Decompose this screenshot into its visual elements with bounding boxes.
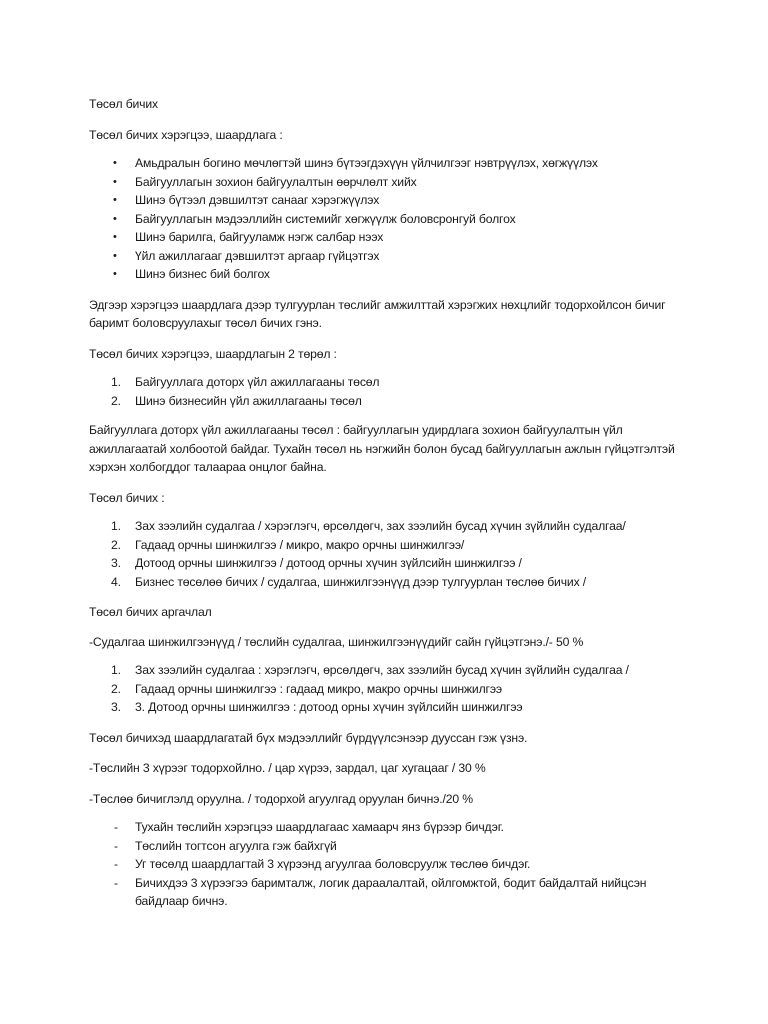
list-item: - Уг төсөлд шаардлагтай 3 хүрээнд агуулгаа боловсруулж төслөө бичдэг. — [89, 855, 679, 874]
bullet-marker: • — [113, 249, 117, 262]
list-item: 3. 3. Дотоод орчны шинжилгээ : дотоод орны хүчин зүйлсийн шинжилгээ — [89, 698, 679, 717]
bullet-marker: • — [113, 157, 117, 169]
dash-marker: - — [114, 857, 118, 871]
list-item: - Бичихдээ 3 хүрээгээ баримталж, логик дараалалтай, ойлгомжтой, бодит байдалтай нийцсэн байдлаар бичнэ. — [114, 875, 647, 908]
types-numbered-list — [89, 373, 679, 410]
list-item: 1. Байгууллага доторх үйл ажиллагааны төсөл — [89, 373, 679, 392]
list-number: 4. — [111, 574, 121, 589]
section-heading-needs: Төсөл бичих хэрэгцээ, шаардлага : — [89, 127, 283, 142]
list-item: • Амьдралын богино мөчлөгтэй шинэ бүтээгдэхүүн үйлчилгээг нэвтрүүлэх, хөгжүүлэх — [89, 154, 679, 173]
needs-paragraph: Эдгээр хэрэгцээ шаардлага дээр тулгуурлан төслийг амжилттай хэрэгжих нөхцлийг тодорхойлсон бичиг баримт боловсруулахыг төсөл бичих гэнэ. — [89, 297, 666, 330]
list-item: • Шинэ барилга, байгууламж нэгж салбар нээх — [89, 228, 679, 247]
list-item: - Тухайн төслийн хэрэгцээ шаардлагаас хамаарч янз бүрээр бичдэг. — [89, 818, 679, 837]
bullet-marker: • — [113, 175, 117, 188]
method-dash-list — [89, 818, 679, 911]
list-item: 2. Гадаад орчны шинжилгээ / микро, макро орчны шинжилгээ/ — [89, 536, 679, 555]
list-item: • Шинэ бүтээл дэвшилтэт санааг хэрэгжүүлэх — [89, 191, 679, 210]
list-number: 2. — [111, 681, 121, 696]
writing-numbered-list — [89, 517, 679, 591]
bullet-marker: • — [113, 268, 117, 280]
dash-marker: - — [114, 820, 118, 834]
bullet-marker: • — [113, 212, 117, 225]
list-number: 2. — [111, 393, 121, 408]
section-heading-method: Төсөл бичих аргачлал — [89, 605, 212, 619]
list-item: • Шинэ бизнес бий болгох — [89, 265, 679, 284]
dash-marker: - — [114, 838, 118, 853]
section-heading-types: Төсөл бичих хэрэгцээ, шаардлагын 2 төрөл : — [89, 346, 337, 361]
section-heading-writing: Төсөл бичих : — [89, 490, 165, 505]
list-item: 4. Бизнес төсөлөө бичих / судалгаа, шинжилгээнүүд дээр тулгуурлан төслөө бичих / — [89, 573, 679, 592]
method-line-research: -Судалгаа шинжилгээнүүд / төслийн судалгаа, шинжилгээнүүдийг сайн гүйцэтгэнэ./- 50 % — [89, 634, 584, 649]
list-number: 3. — [111, 556, 121, 570]
method-numbered-list — [89, 661, 679, 717]
document-title: Төсөл бичих — [89, 97, 158, 111]
list-item: 3. Дотоод орчны шинжилгээ / дотоод орчны хүчин зүйлсийн шинжилгээ / — [89, 554, 679, 573]
list-item: • Үйл ажиллагааг дэвшилтэт аргаар гүйцэтгэх — [89, 247, 679, 266]
bullet-marker: • — [113, 231, 117, 243]
method-line-scope: -Төслийн 3 хүрээг тодорхойлно. / цар хүрээ, зардал, цаг хугацааг / 30 % — [89, 761, 486, 775]
list-item: 2. Шинэ бизнесийн үйл ажиллагааны төсөл — [89, 392, 679, 411]
list-item: - Төслийн тогтсон агуулга гэж байхгүй — [89, 837, 679, 856]
list-item: • Байгууллагын мэдээллийн системийг хөгжүүлж боловсронгуй болгох — [89, 210, 679, 229]
document-page — [89, 95, 679, 911]
list-number: 2. — [111, 537, 121, 552]
list-item: • Байгууллагын зохион байгуулалтын өөрчлөлт хийх — [89, 173, 679, 192]
types-paragraph: Байгууллага доторх үйл ажиллагааны төсөл : байгууллагын удирдлага зохион байгуулалтын үйл ажиллагаатай холбоотой байдаг. Тухайн төсөл нь нэгжийн болон бусад байгууллагын ажлын гүйцэтгэлтэй хэрхэн холбогддог талаараа онцлог байна. — [89, 423, 675, 474]
list-number: 3. — [111, 700, 121, 714]
list-number: 1. — [111, 519, 121, 533]
list-item: 1. Зах зээлийн судалгаа / хэрэглэгч, өрсөлдөгч, зах зээлийн бусад хүчин зүйлийн судалгаа/ — [89, 517, 679, 536]
list-number: 1. — [111, 375, 121, 389]
needs-bullet-list — [89, 154, 679, 284]
list-item: 1. Зах зээлийн судалгаа : хэрэглэгч, өрсөлдөгч, зах зээлийн бусад хүчин зүйлийн судалгаа / — [89, 661, 679, 680]
list-number: 1. — [111, 663, 121, 677]
method-line-writing: -Төслөө бичиглэлд оруулна. / тодорхой агуулгад оруулан бичнэ./20 % — [89, 791, 473, 806]
dash-marker: - — [114, 875, 118, 890]
list-item: 2. Гадаад орчны шинжилгээ : гадаад микро, макро орчны шинжилгээ — [89, 680, 679, 699]
bullet-marker: • — [113, 194, 117, 206]
method-note: Төсөл бичихэд шаардлагатай бүх мэдээллийг бүрдүүлсэнээр дууссан гэж үзнэ. — [89, 730, 528, 745]
